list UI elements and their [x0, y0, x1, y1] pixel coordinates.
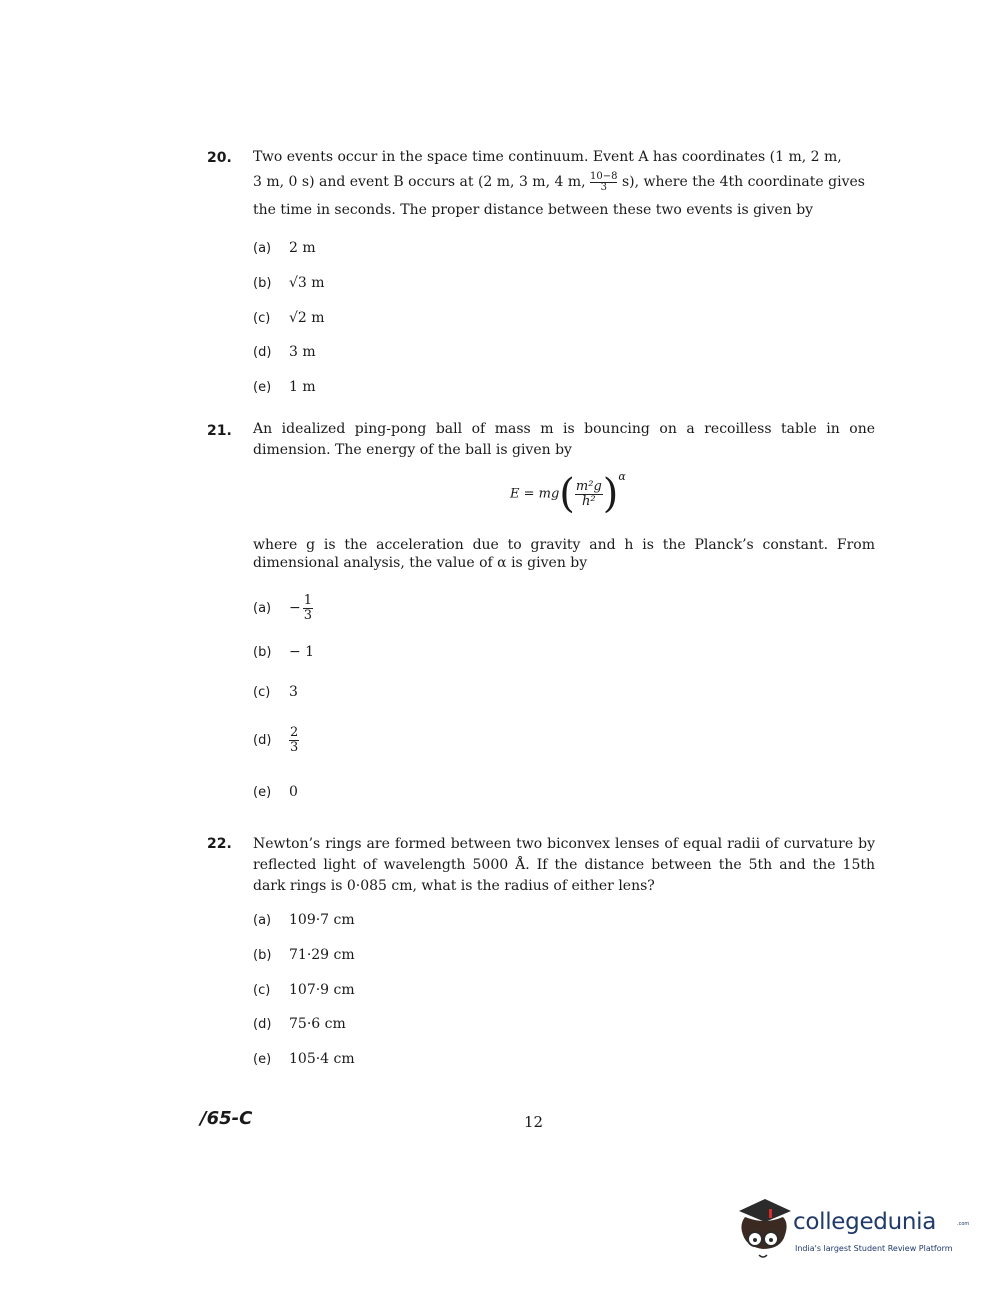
- option-value: − 1: [289, 644, 315, 660]
- option-fraction: [303, 594, 313, 623]
- option-value: 2 m: [289, 240, 316, 256]
- question-text: [253, 145, 875, 223]
- option-b[interactable]: [253, 943, 355, 967]
- option-sign: −: [289, 600, 301, 616]
- option-value: 3: [289, 684, 298, 700]
- collegedunia-logo[interactable]: [735, 1195, 970, 1265]
- page-number: 12: [524, 1113, 544, 1131]
- option-value: 71·29 cm: [289, 947, 355, 963]
- option-label: (a): [253, 601, 272, 616]
- fraction-denominator: 3: [303, 607, 313, 623]
- option-d[interactable]: [253, 720, 299, 760]
- energy-equation: [510, 469, 626, 517]
- option-c[interactable]: [253, 978, 355, 1002]
- question-text-line: Two events occur in the space time continuum. Event A has coordinates (1 m, 2 m,: [253, 149, 842, 165]
- question-text: An idealized ping-pong ball of mass m is bouncing on a recoilless table in one dimension. The energy of the ball is given by: [253, 421, 875, 458]
- option-value: √2 m: [289, 310, 325, 326]
- option-d[interactable]: [253, 340, 316, 364]
- option-label: (b): [253, 645, 272, 660]
- option-e[interactable]: [253, 375, 316, 399]
- fraction-denominator: h²: [582, 493, 596, 509]
- fraction-denominator: 3: [290, 739, 299, 755]
- option-label: (c): [253, 685, 271, 700]
- option-d[interactable]: [253, 1012, 346, 1036]
- option-label: (a): [253, 913, 272, 928]
- option-c[interactable]: [253, 680, 298, 704]
- question-number: 22.: [207, 836, 232, 852]
- option-e[interactable]: [253, 1047, 355, 1071]
- option-label: (d): [253, 345, 272, 360]
- brand-tagline: India's largest Student Review Platform: [795, 1244, 953, 1253]
- left-paren: (: [559, 471, 575, 517]
- option-label: (c): [253, 983, 271, 998]
- question-number: 21.: [207, 423, 232, 439]
- option-c[interactable]: [253, 306, 325, 330]
- question-text-line: [253, 170, 875, 195]
- question-text: where g is the acceleration due to gravity and h is the Planck’s constant. From dimensional analysis, the value of α is given by: [253, 537, 875, 571]
- option-value: 105·4 cm: [289, 1051, 355, 1067]
- option-value: 3 m: [289, 344, 316, 360]
- paper-code: /65-C: [200, 1108, 253, 1129]
- option-value: √3 m: [289, 275, 325, 291]
- question-text-part: s), where the 4th coordinate gives: [621, 174, 865, 190]
- option-label: (b): [253, 276, 272, 291]
- brand-name: collegedunia: [793, 1209, 937, 1235]
- equation-fraction: [575, 480, 603, 509]
- brand-suffix: .com: [957, 1221, 970, 1227]
- option-fraction: [289, 726, 299, 755]
- option-value: 107·9 cm: [289, 982, 355, 998]
- option-label: (e): [253, 1052, 272, 1067]
- option-label: (d): [253, 1017, 272, 1032]
- option-e[interactable]: [253, 780, 298, 804]
- equation-lhs: E = mg: [510, 486, 560, 502]
- fraction-numerator: m²g: [575, 478, 602, 494]
- equation-exponent: α: [618, 469, 626, 483]
- option-b[interactable]: [253, 271, 325, 295]
- option-value: 109·7 cm: [289, 912, 355, 928]
- option-label: (d): [253, 733, 272, 748]
- option-label: (e): [253, 380, 272, 395]
- fraction-numerator: 2: [290, 724, 299, 740]
- time-fraction: [590, 172, 617, 193]
- question-text-line: the time in seconds. The proper distance between these two events is given by: [253, 202, 814, 218]
- option-label: (b): [253, 948, 272, 963]
- option-a[interactable]: [253, 236, 316, 260]
- question-text-part: 3 m, 0 s) and event B occurs at (2 m, 3 m, 4 m,: [253, 174, 586, 190]
- option-label: (a): [253, 241, 272, 256]
- option-value: 0: [289, 784, 298, 800]
- option-value: 75·6 cm: [289, 1016, 346, 1032]
- right-paren: ): [602, 471, 619, 517]
- option-label: (c): [253, 311, 271, 326]
- option-b[interactable]: [253, 640, 314, 664]
- option-a[interactable]: [253, 908, 355, 932]
- fraction-denominator: 3: [600, 181, 607, 193]
- option-a[interactable]: [253, 588, 313, 628]
- question-number: 20.: [207, 150, 232, 166]
- option-label: (e): [253, 785, 272, 800]
- mascot-icon: [735, 1195, 795, 1265]
- fraction-numerator: 1: [303, 592, 313, 608]
- option-value: 1 m: [289, 379, 316, 395]
- question-text: Newton’s rings are formed between two biconvex lenses of equal radii of curvature by reflected light of wavelength 5000 Å. If the distance between the 5th and the 15th dark rings is 0·085 cm, what is the radius of either lens?: [253, 836, 875, 894]
- fraction-numerator: 10−8: [590, 170, 618, 182]
